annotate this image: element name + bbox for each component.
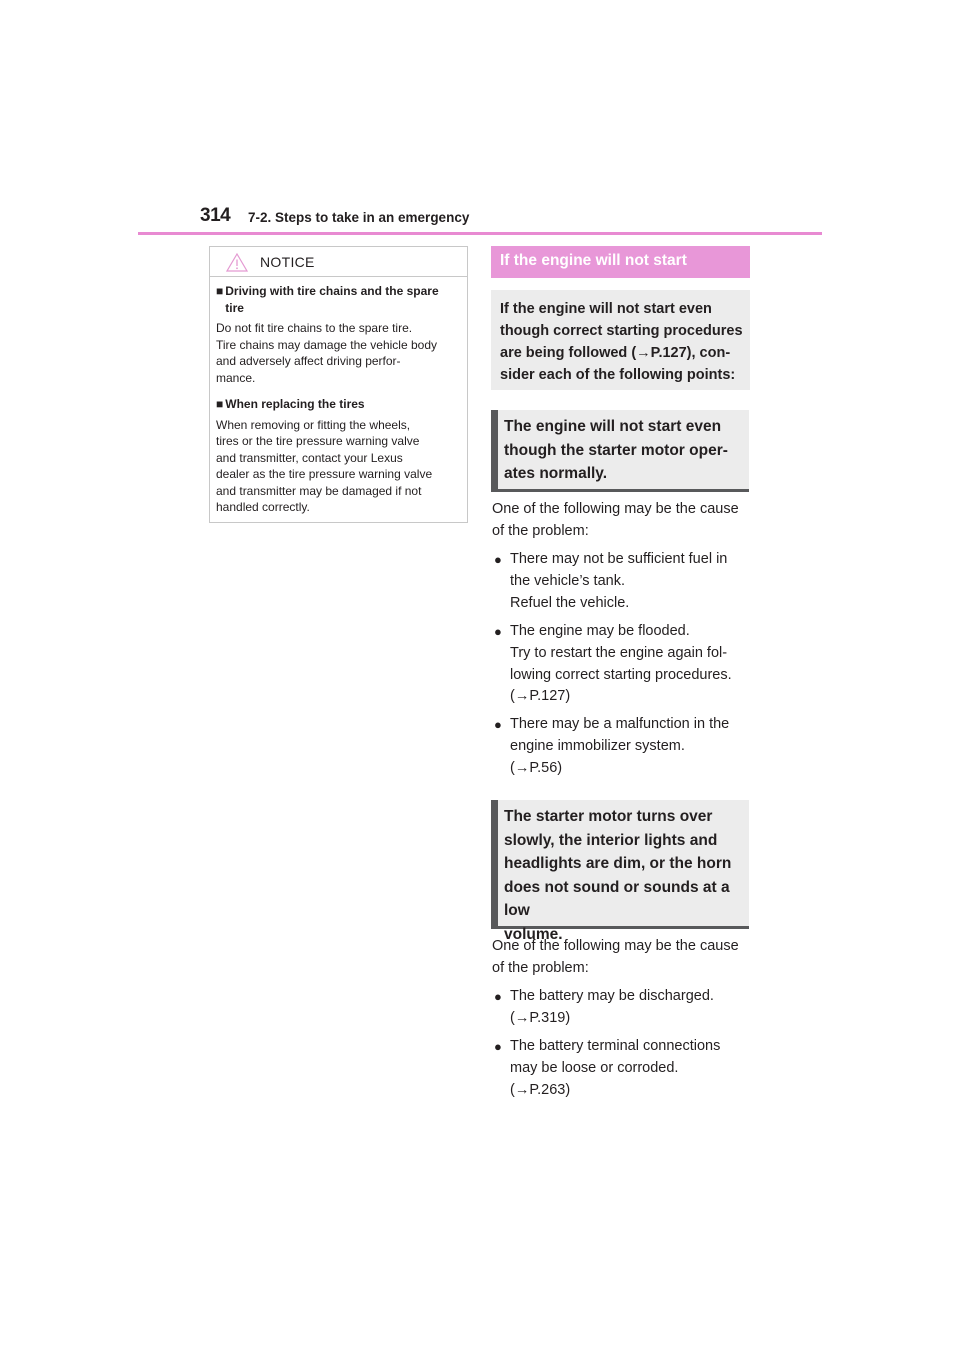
notice-text-line: When removing or fitting the wheels,: [216, 417, 411, 432]
notice-body: [210, 277, 467, 516]
cause-paragraph: [492, 499, 754, 543]
list-item-line: lowing correct starting procedures.: [510, 666, 732, 683]
page-number: 314: [200, 205, 231, 226]
notice-item-title-line: Driving with tire chains and the spare: [225, 284, 439, 298]
list-item-line: Try to restart the engine again fol-: [510, 644, 728, 661]
notice-item-text: [216, 320, 459, 386]
list-item-line: (→P.127): [510, 688, 571, 705]
intro-line: sider each of the following points:: [500, 367, 736, 383]
notice-text-line: Do not fit tire chains to the spare tire.: [216, 321, 413, 335]
notice-item-title-line: When replacing the tires: [225, 397, 365, 411]
list-item: [492, 714, 754, 779]
notice-text-line: and transmitter may be damaged if not: [216, 483, 422, 498]
notice-item-title: [216, 283, 459, 316]
list-item-line: The battery may be discharged.: [510, 988, 714, 1004]
notice-box: [209, 246, 468, 523]
subheading-line: slowly, the interior lights and: [504, 831, 718, 849]
intro-box: [491, 290, 750, 390]
page-header: [200, 205, 820, 233]
subheading-line: though the starter motor oper-: [504, 441, 728, 459]
notice-text-line: mance.: [216, 370, 256, 385]
list-item-line: There may be a malfunction in the: [510, 716, 730, 732]
paragraph-line: One of the following may be the cause: [492, 501, 739, 517]
notice-item-title-line: tire: [225, 300, 244, 315]
notice-text-line: and transmitter, contact your Lexus: [216, 450, 403, 465]
bullet-icon: ●: [494, 624, 502, 639]
list-item-line: The engine may be flooded.: [510, 623, 690, 639]
square-bullet-icon: ■: [216, 397, 224, 411]
list-item-line: Refuel the vehicle.: [510, 594, 630, 611]
section-title: 7-2. Steps to take in an emergency: [248, 210, 470, 225]
subheading-line: does not sound or sounds at a low: [504, 878, 730, 919]
notice-item-text: [216, 417, 459, 516]
intro-line: are being followed (→P.127), con-: [500, 345, 731, 361]
bullet-icon: ●: [494, 1039, 502, 1054]
notice-text-line: and adversely affect driving perfor-: [216, 354, 401, 368]
paragraph-line: One of the following may be the cause: [492, 938, 739, 954]
subheading-line: The engine will not start even: [504, 418, 722, 435]
list-item: [492, 621, 754, 708]
warning-triangle-icon: [226, 253, 248, 277]
bullet-icon: ●: [494, 989, 502, 1004]
intro-line: If the engine will not start even: [500, 301, 712, 317]
main-heading: If the engine will not start: [491, 246, 750, 278]
list-item-line: The battery terminal connections: [510, 1038, 721, 1054]
list-item-line: (→P.263): [510, 1081, 571, 1098]
bullet-icon: ●: [494, 552, 502, 567]
intro-line: though correct starting procedures: [500, 323, 743, 339]
notice-text-line: dealer as the tire pressure warning valve: [216, 467, 433, 481]
notice-text-line: tires or the tire pressure warning valve: [216, 434, 420, 448]
notice-item: [216, 396, 459, 516]
header-divider: [138, 232, 822, 235]
paragraph-line: of the problem:: [492, 959, 589, 976]
list-item: [492, 1036, 754, 1101]
notice-title: NOTICE: [260, 254, 315, 270]
notice-text-line: handled correctly.: [216, 500, 310, 514]
notice-item: [216, 283, 459, 386]
subheading-line: ates normally.: [504, 465, 608, 482]
notice-header: [210, 247, 467, 277]
subheading-line: The starter motor turns over: [504, 808, 713, 825]
list-item-line: There may not be sufficient fuel in: [510, 551, 728, 567]
bullet-icon: ●: [494, 717, 502, 732]
list-item-line: may be loose or corroded.: [510, 1059, 679, 1076]
subheading-line: headlights are dim, or the horn: [504, 855, 732, 872]
paragraph-line: of the problem:: [492, 522, 589, 539]
list-item-line: the vehicle’s tank.: [510, 572, 625, 589]
subheading-starter-slow: [491, 800, 749, 943]
list-item-line: engine immobilizer system.: [510, 737, 685, 754]
square-bullet-icon: ■: [216, 284, 224, 298]
notice-text-line: Tire chains may damage the vehicle body: [216, 337, 438, 352]
cause-paragraph: [492, 936, 754, 980]
list-item-line: (→P.319): [510, 1009, 571, 1026]
list-item: [492, 549, 754, 614]
subheading-engine-not-start: [491, 410, 749, 492]
notice-item-title: [216, 396, 459, 413]
subheading-line: volume.: [504, 925, 563, 943]
list-item: [492, 986, 754, 1030]
list-item-line: (→P.56): [510, 759, 563, 776]
